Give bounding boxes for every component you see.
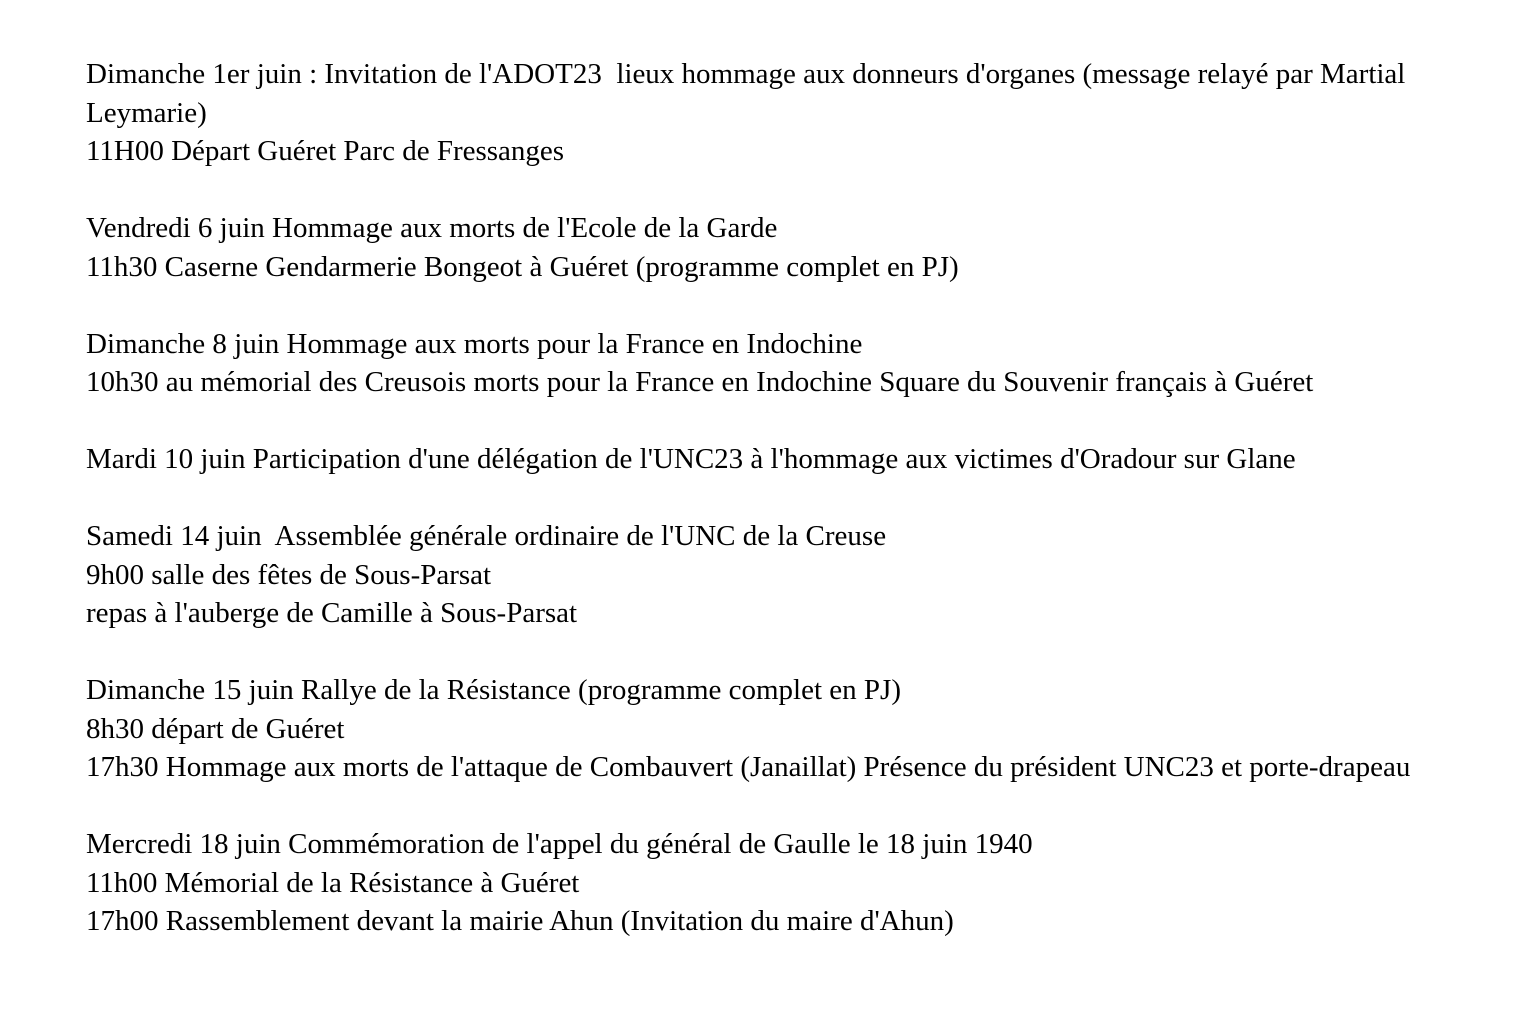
event-detail: 8h30 départ de Guéret <box>86 712 345 745</box>
event-title: Dimanche 15 juin Rallye de la Résistance (programme complet en PJ) <box>86 674 901 706</box>
event-title: Samedi 14 juin Assemblée générale ordinaire de l'UNC de la Creuse <box>86 520 887 552</box>
event-title: Mercredi 18 juin Commémoration de l'appel du général de Gaulle le 18 juin 1940 <box>86 828 1033 860</box>
event-detail: repas à l'auberge de Camille à Sous-Parsat <box>86 597 578 629</box>
event-block-june-6 <box>86 209 1506 286</box>
event-title: Dimanche 1er juin : Invitation de l'ADOT23 lieux hommage aux donneurs d'organes (message relayé par Martial Leymarie) <box>86 58 1413 129</box>
event-block-june-18 <box>86 825 1506 941</box>
event-block-june-8 <box>86 325 1506 402</box>
event-detail: 9h00 salle des fêtes de Sous-Parsat <box>86 558 492 591</box>
event-block-june-1 <box>86 55 1506 171</box>
event-title: Vendredi 6 juin Hommage aux morts de l'Ecole de la Garde <box>86 212 778 244</box>
event-detail: 10h30 au mémorial des Creusois morts pour la France en Indochine Square du Souvenir français à Guéret <box>86 366 1314 398</box>
event-title: Mardi 10 juin Participation d'une délégation de l'UNC23 à l'hommage aux victimes d'Oradour sur Glane <box>86 443 1296 475</box>
event-detail: 11h30 Caserne Gendarmerie Bongeot à Guéret (programme complet en PJ) <box>86 250 959 283</box>
event-detail: 11H00 Départ Guéret Parc de Fressanges <box>86 135 565 167</box>
event-detail: 17h30 Hommage aux morts de l'attaque de Combauvert (Janaillat) Présence du président UNC23 et porte-drapeau <box>86 751 1411 783</box>
event-block-june-10 <box>86 440 1506 479</box>
event-block-june-14 <box>86 517 1506 633</box>
event-detail: 17h00 Rassemblement devant la mairie Ahun (Invitation du maire d'Ahun) <box>86 905 954 937</box>
event-schedule-document <box>86 55 1506 979</box>
event-block-june-15 <box>86 671 1506 787</box>
event-detail: 11h00 Mémorial de la Résistance à Guéret <box>86 866 580 899</box>
event-title: Dimanche 8 juin Hommage aux morts pour la France en Indochine <box>86 327 863 360</box>
